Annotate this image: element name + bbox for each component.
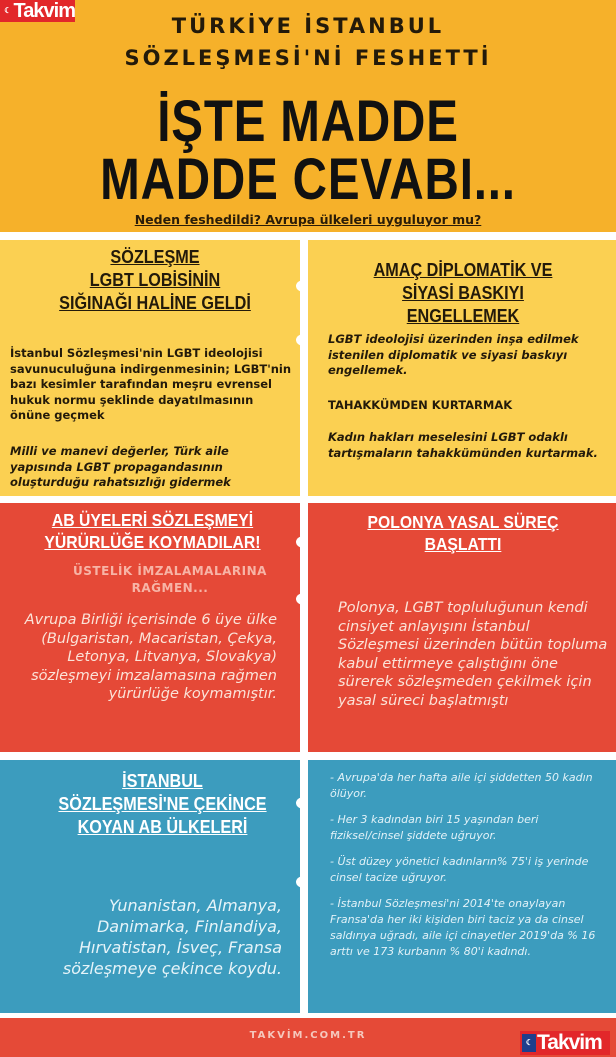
footer-url: TAKVİM.COM.TR [249, 1030, 367, 1041]
section-heading [43, 770, 282, 839]
takvim-logo-footer [520, 1031, 610, 1055]
stat-item: - Avrupa'da her hafta aile içi şiddetten 50 kadın ölüyor. [330, 771, 593, 800]
stat-item: - Her 3 kadından biri 15 yaşından beri fiziksel/cinsel şiddete uğruyor. [330, 813, 539, 842]
stat-item: - İstanbul Sözleşmesi'ni 2014'te onaylayan Fransa'da her iki kişiden biri taciz ya da cinsel saldırıya uğradı, aile içi cinayetler 2019'da % 16 arttı ve 173 kurbanın % 80'i kadındı. [330, 897, 596, 958]
kicker-text: ÜSTELİK İMZALAMALARINA RAĞMEN... [73, 564, 267, 595]
subtitle: Neden feshedildi? Avrupa ülkeleri uyguluyor mu? [134, 212, 482, 227]
paragraph: Avrupa Birliği içerisinde 6 üye ülke (Bulgaristan, Macaristan, Çekya, Letonya, Litvanya, Slovakya) sözleşmeyi imzalamasına rağmen yürürlüğe koymamıştır. [24, 612, 277, 702]
heading-line: AB ÜYELERİ SÖZLEŞMEYİ [51, 510, 254, 530]
subheading: TAHAKKÜMDEN KURTARMAK [328, 398, 513, 412]
stat-item: - Üst düzey yönetici kadınların% 75'i iş yerinde cinsel tacize uğruyor. [330, 855, 589, 884]
paragraph: İstanbul Sözleşmesi'nin LGBT ideolojisi savunuculuğuna indirgenmesinin; LGBT'nin bazı kesimler tarafından meşru evrensel hukuk normu şeklinde dayatılmasının önüne geçmek [10, 346, 292, 422]
paragraph: Polonya, LGBT topluluğunun kendi cinsiyet anlayışını İstanbul Sözleşmesi üzerinden bütün topluma kabul ettirmeye çalıştığını öne sürerek sözleşmeden çekilmek için yasal süreci başlatmıştı [338, 600, 608, 709]
main-title-line1: İŞTE MADDE [157, 89, 459, 154]
heading-line: İSTANBUL [122, 771, 203, 791]
turkish-flag-icon: ☾ [2, 5, 13, 17]
panel-poland-legal [308, 503, 616, 752]
turkish-flag-icon: ☾ [522, 1034, 536, 1052]
heading-line: SÖZLEŞMESİ'NE ÇEKİNCE [58, 794, 267, 814]
section-band-yellow [0, 240, 616, 496]
heading-line: YÜRÜRLÜĞE KOYMADILAR! [44, 532, 261, 552]
logo-text: Takvim [537, 1031, 602, 1054]
paragraph: Milli ve manevi değerler, Türk aile yapısında LGBT propagandasının oluşturduğu rahatsızlığı gidermek [10, 444, 231, 489]
paragraph: LGBT ideolojisi üzerinden inşa edilmek istenilen diplomatik ve siyasi baskıyı engellemek. [328, 332, 579, 377]
main-title-line2: MADDE CEVABI... [100, 147, 516, 212]
section-heading [34, 246, 277, 315]
paragraph: Yunanistan, Almanya, Danimarka, Finlandiya, Hırvatistan, İsveç, Fransa sözleşmeye çekince koydu. [62, 896, 282, 978]
panel-diplomatic-pressure [308, 240, 616, 496]
header-banner [0, 0, 616, 232]
section-band-blue [0, 760, 616, 1013]
heading-line: ENGELLEMEK [406, 306, 520, 326]
section-heading [24, 509, 281, 553]
heading-line: LGBT LOBİSİNİN [89, 270, 221, 290]
pre-title-line2: SÖZLEŞMESİ'Nİ FESHETTİ [124, 46, 492, 70]
heading-line: POLONYA YASAL SÜREÇ [367, 512, 559, 532]
heading-line: KOYAN AB ÜLKELERİ [77, 817, 248, 837]
heading-line: SIĞINAĞI HALİNE GELDİ [59, 293, 251, 313]
section-heading [342, 511, 585, 555]
section-heading [333, 259, 594, 328]
heading-line: SİYASİ BASKIYI [402, 283, 524, 303]
heading-line: AMAÇ DİPLOMATİK VE [373, 260, 553, 280]
logo-text: Takvim [13, 0, 75, 22]
timeline-divider [300, 240, 308, 496]
panel-reservation-countries [0, 760, 300, 1013]
panel-eu-not-enforced [0, 503, 300, 752]
section-band-red [0, 503, 616, 752]
panel-lgbt-lobby [0, 240, 300, 496]
paragraph: Kadın hakları meselesini LGBT odaklı tartışmaların tahakkümünden kurtarmak. [328, 430, 598, 460]
heading-line: SÖZLEŞME [110, 247, 200, 267]
panel-statistics [308, 760, 616, 1013]
heading-line: BAŞLATTI [424, 534, 502, 554]
pre-title-line1: TÜRKİYE İSTANBUL [171, 14, 445, 38]
